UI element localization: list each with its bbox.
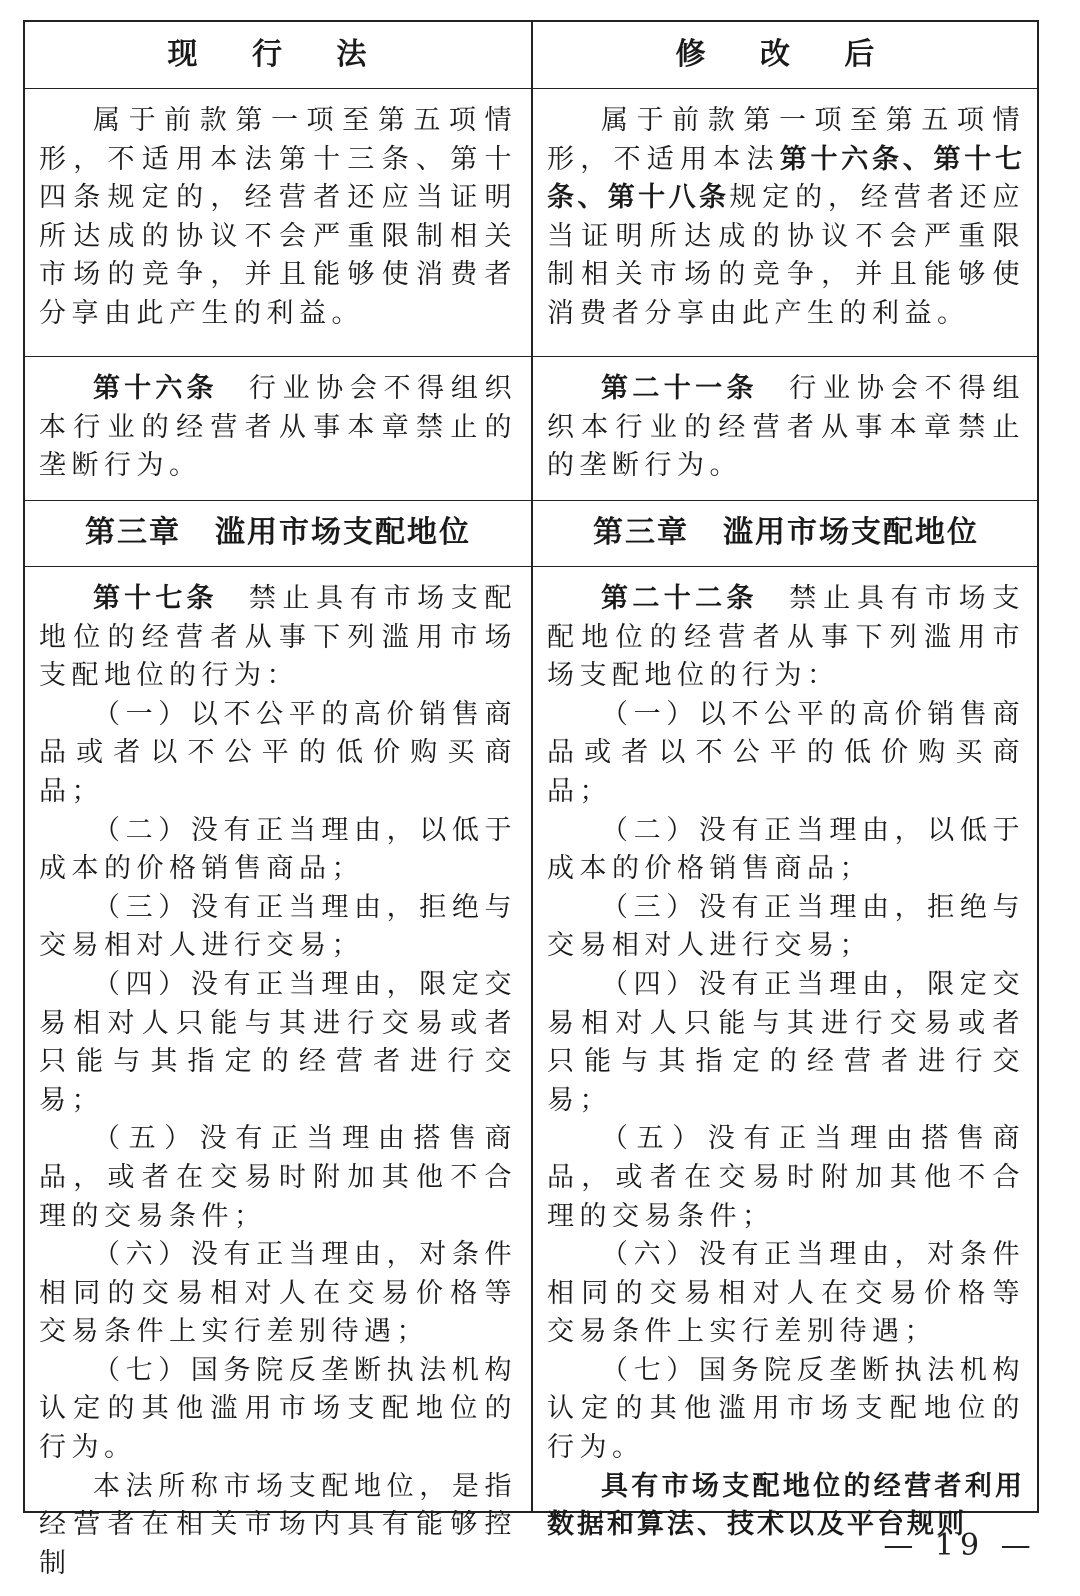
list-item: （三）没有正当理由，拒绝与交易相对人进行交易； (547, 891, 1025, 962)
right-chapter-title: 滥用市场支配地位 (723, 515, 979, 550)
row2-right-cell (533, 370, 1039, 486)
row2-left-article: 第十六条 (93, 373, 218, 404)
row4-right-article: 第二十二条 (601, 583, 758, 614)
list-item: （二）没有正当理由，以低于成本的价格销售商品； (39, 814, 517, 885)
row3-right-chapter (533, 500, 1039, 566)
list-item: （五）没有正当理由搭售商品，或者在交易时附加其他不合理的交易条件； (39, 1123, 517, 1232)
row2-right-article: 第二十一条 (601, 373, 758, 404)
list-item: （二）没有正当理由，以低于成本的价格销售商品； (547, 814, 1025, 885)
row2-right-body: 行业协会不得组织本行业的经营者从事本章禁止的垄断行为。 (547, 373, 1025, 482)
row1-right-text-b: 规定的，经营者还应当证明所达成的协议不会严重限制相关市场的竞争，并且能够使消费者分享由此产生的利益。 (547, 182, 1026, 329)
row3-left-chapter (25, 500, 531, 566)
row2-left-text (39, 370, 517, 486)
list-item: （七）国务院反垄断执法机构认定的其他滥用市场支配地位的行为。 (547, 1354, 1025, 1464)
page-number: — 19 — (883, 1528, 1037, 1563)
row-divider (25, 566, 1037, 567)
list-item: （四）没有正当理由，限定交易相对人只能与其进行交易或者只能与其指定的经营者进行交易； (547, 968, 1025, 1116)
row-divider (25, 88, 1037, 89)
row4-right-intro (547, 580, 1025, 696)
row2-left-body: 行业协会不得组织本行业的经营者从事本章禁止的垄断行为。 (39, 373, 518, 482)
row4-right-tail: 具有市场支配地位的经营者利用数据和算法、技术以及平台规则 (547, 1470, 1025, 1541)
left-chapter-number: 第三章 (85, 515, 181, 550)
right-chapter-number: 第三章 (593, 515, 689, 550)
list-item: （六）没有正当理由，对条件相同的交易相对人在交易价格等交易条件上实行差别待遇； (39, 1239, 517, 1348)
row4-left-article: 第十七条 (93, 583, 218, 614)
row1-right-text (547, 102, 1025, 334)
row4-left-cell (25, 580, 531, 1583)
row4-right-cell (533, 580, 1039, 1545)
row-divider (25, 356, 1037, 357)
row2-right-text (547, 370, 1025, 486)
list-item: （五）没有正当理由搭售商品，或者在交易时附加其他不合理的交易条件； (547, 1123, 1025, 1232)
list-item: （三）没有正当理由，拒绝与交易相对人进行交易； (39, 891, 517, 962)
row4-right-intro-body: 禁止具有市场支配地位的经营者从事下列滥用市场支配地位的行为： (547, 583, 1025, 692)
list-item: （四）没有正当理由，限定交易相对人只能与其进行交易或者只能与其指定的经营者进行交易； (39, 968, 517, 1116)
row1-left-text: 属于前款第一项至第五项情形，不适用本法第十三条、第十四条规定的，经营者还应当证明所达成的协议不会严重限制相关市场的竞争，并且能够使消费者分享由此产生的利益。 (39, 105, 517, 329)
list-item: （一）以不公平的高价销售商品或者以不公平的低价购买商品； (547, 698, 1025, 807)
list-item: （一）以不公平的高价销售商品或者以不公平的低价购买商品； (39, 698, 517, 807)
row2-left-cell (25, 370, 531, 486)
left-chapter-title: 滥用市场支配地位 (215, 515, 471, 550)
row4-left-intro-body: 禁止具有市场支配地位的经营者从事下列滥用市场支配地位的行为： (39, 583, 518, 692)
row4-left-intro (39, 580, 517, 696)
header-amended-law: 修 改 后 (675, 37, 897, 72)
row1-right-bold-articles: 第十六条、第十七条、第十八条 (547, 143, 1025, 214)
list-item: （六）没有正当理由，对条件相同的交易相对人在交易价格等交易条件上实行差别待遇； (547, 1239, 1025, 1348)
header-current-law: 现 行 法 (167, 37, 389, 72)
row1-right-text-a: 属于前款第一项至第五项情形，不适用本法 (547, 105, 1025, 175)
row4-left-tail: 本法所称市场支配地位，是指经营者在相关市场内具有能够控制 (39, 1470, 517, 1579)
row1-right-cell (533, 102, 1039, 334)
list-item: （七）国务院反垄断执法机构认定的其他滥用市场支配地位的行为。 (39, 1354, 517, 1464)
row1-left-cell (25, 102, 531, 334)
